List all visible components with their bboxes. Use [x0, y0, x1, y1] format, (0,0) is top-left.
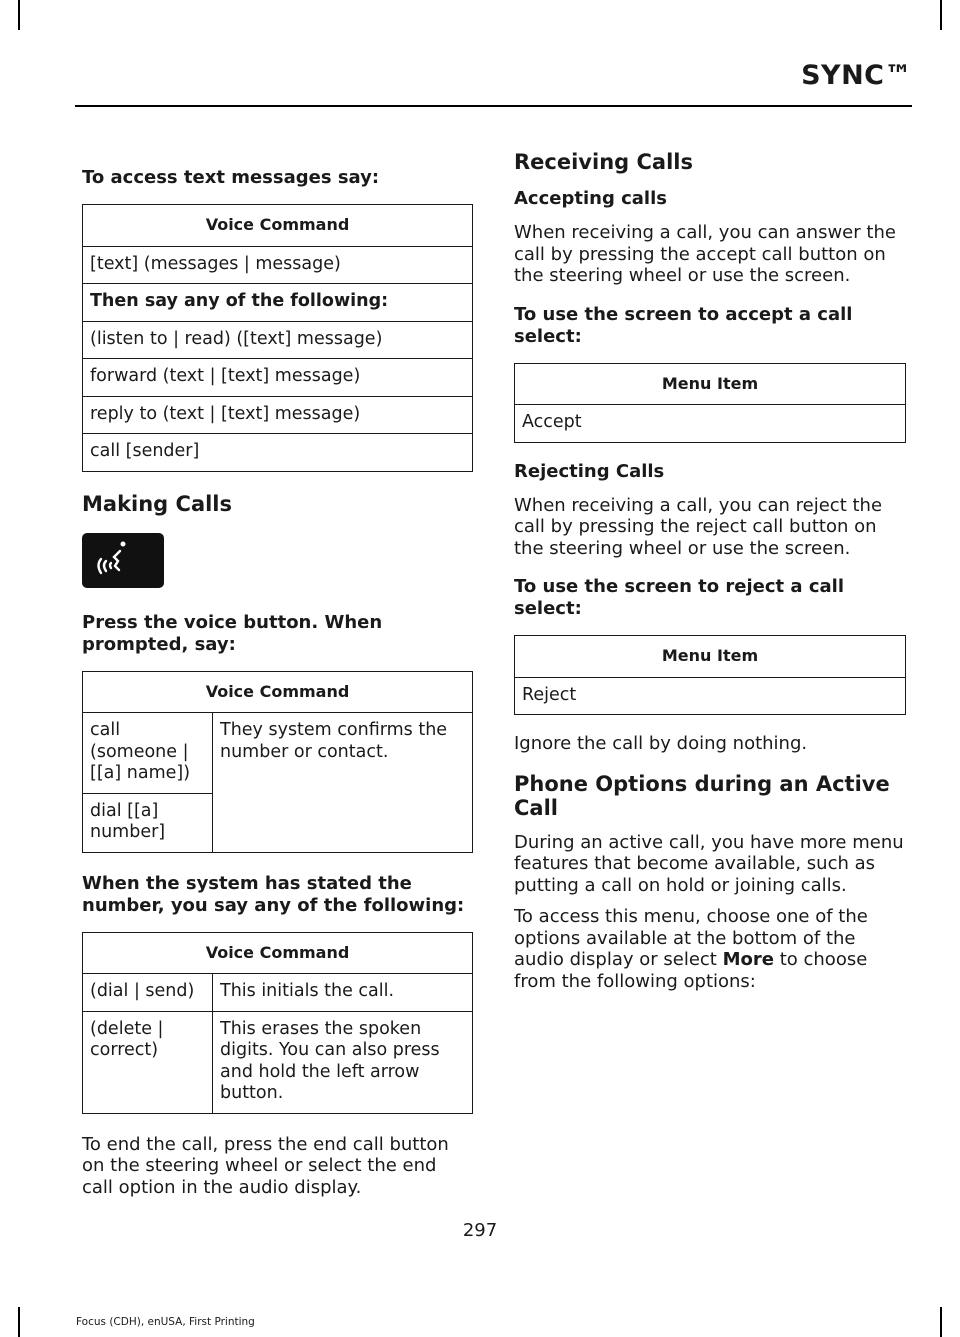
- access-text-after: to choose from the following options:: [514, 949, 868, 992]
- press-voice-text: Press the voice button. When prompted, say:: [82, 611, 383, 655]
- table-cell: (dial | send): [83, 974, 213, 1012]
- crop-mark: [940, 1307, 942, 1337]
- access-menu-text: [514, 906, 906, 992]
- making-calls-heading: Making Calls: [82, 491, 233, 516]
- table-row: (listen to | read) ([text] message): [83, 321, 473, 359]
- accepting-calls-heading: Accepting calls: [514, 188, 667, 209]
- section-title: SYNC™: [801, 60, 912, 91]
- crop-mark: [18, 1307, 20, 1337]
- table-header: Voice Command: [83, 932, 473, 974]
- table-cell: This initials the call.: [213, 974, 473, 1012]
- table-row: Reject: [515, 677, 906, 715]
- table-cell: call (someone | [[a] name]): [83, 713, 213, 794]
- table-row: Then say any of the following:: [83, 284, 473, 322]
- table-cell: This erases the spoken digits. You can also press and hold the left arrow button.: [213, 1011, 473, 1113]
- text-messages-intro: To access text messages say:: [82, 167, 380, 188]
- rejecting-calls-text: When receiving a call, you can reject the call by pressing the reject call button on the steering wheel or use the screen.: [514, 494, 883, 559]
- phone-options-heading: Phone Options during an Active Call: [514, 771, 890, 820]
- crop-mark: [940, 0, 942, 30]
- edition-footer: Focus (CDH), enUSA, First Printing: [76, 1316, 255, 1328]
- access-text-before: To access this menu, choose one of the options available at the bottom of the audio display or select: [514, 906, 868, 970]
- table-header: Voice Command: [83, 205, 473, 247]
- header-divider: [75, 105, 912, 107]
- accept-menu-table: [514, 363, 906, 443]
- table-row: Accept: [515, 405, 906, 443]
- page-number: 297: [462, 1220, 498, 1241]
- table-row: call [sender]: [83, 434, 473, 472]
- right-column: [514, 150, 906, 992]
- ignore-call-text: Ignore the call by doing nothing.: [514, 733, 808, 754]
- accept-lead-text: To use the screen to accept a call select:: [514, 303, 853, 347]
- table-header: Menu Item: [515, 636, 906, 678]
- dial-options-table: [82, 932, 473, 1114]
- phone-options-text: During an active call, you have more menu features that become available, such as putting a call on hold or joining calls.: [514, 831, 904, 896]
- table-cell: They system confirms the number or contact.: [213, 713, 473, 853]
- voice-button-icon: [82, 533, 164, 588]
- table-cell: dial [[a] number]: [83, 793, 213, 852]
- left-column: [82, 150, 473, 1198]
- stated-number-text: When the system has stated the number, you say any of the following:: [82, 872, 465, 916]
- table-header: Menu Item: [515, 363, 906, 405]
- end-call-text: To end the call, press the end call button on the steering wheel or select the end call option in the audio display.: [82, 1133, 449, 1198]
- text-messages-table: [82, 204, 473, 472]
- table-row: forward (text | [text] message): [83, 359, 473, 397]
- making-calls-table: [82, 671, 473, 853]
- reject-menu-table: [514, 635, 906, 715]
- table-row: [text] (messages | message): [83, 246, 473, 284]
- table-header: Voice Command: [83, 671, 473, 713]
- table-row: reply to (text | [text] message): [83, 396, 473, 434]
- table-cell: (delete | correct): [83, 1011, 213, 1113]
- crop-mark: [18, 0, 20, 30]
- accepting-calls-text: When receiving a call, you can answer the call by pressing the accept call button on the steering wheel or use the screen.: [514, 222, 896, 286]
- rejecting-calls-heading: Rejecting Calls: [514, 460, 665, 482]
- receiving-calls-heading: Receiving Calls: [514, 150, 693, 174]
- reject-lead-text: To use the screen to reject a call select:: [514, 576, 844, 619]
- more-keyword: More: [722, 949, 774, 970]
